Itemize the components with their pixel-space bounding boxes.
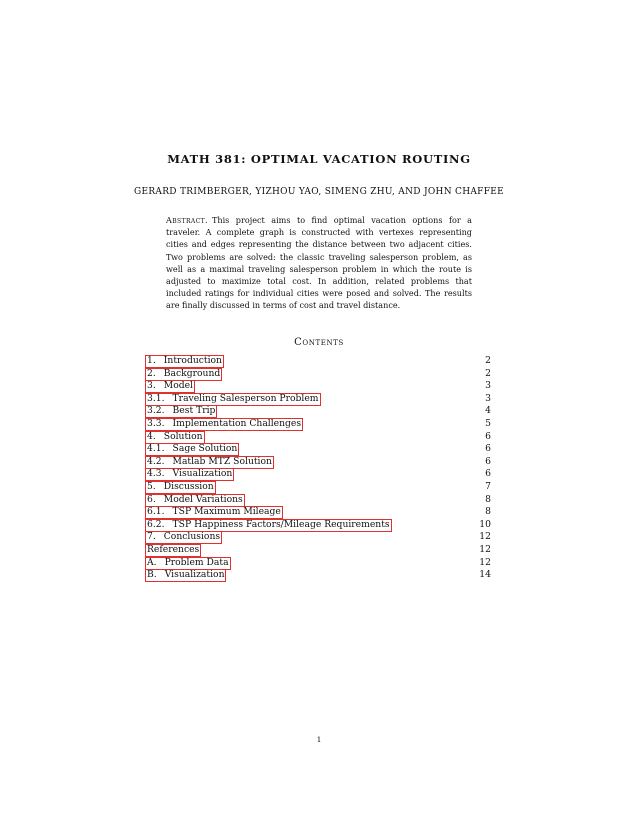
toc-entry (145, 557, 491, 570)
toc-page-number: 5 (485, 417, 491, 429)
toc-entry (145, 544, 491, 557)
toc-section-title: Matlab MTZ Solution (172, 455, 272, 467)
toc-section-number: 6.2. (147, 518, 165, 530)
toc-section-number: 3. (147, 380, 156, 392)
toc-entry (145, 368, 491, 381)
toc-section-title: Introduction (163, 355, 222, 366)
toc-section-number: 1. (147, 355, 156, 366)
toc-page-number: 6 (485, 443, 491, 455)
toc-link[interactable] (145, 380, 195, 393)
toc-entry (145, 519, 491, 532)
toc-section-number: 7. (147, 531, 156, 543)
toc-section-number: 4.3. (147, 468, 165, 480)
toc-page-number: 4 (485, 405, 491, 417)
abstract-label: Abstract. (166, 215, 208, 225)
toc-page-number: 3 (485, 380, 491, 392)
toc-section-title: Visualization (172, 468, 233, 480)
toc-page-number: 7 (485, 480, 491, 492)
toc-section-number: 5. (147, 480, 156, 492)
toc-section-number: 6. (147, 493, 156, 505)
toc-section-title: Model (163, 380, 193, 392)
toc-page-number: 14 (479, 569, 491, 581)
toc-link[interactable] (145, 557, 231, 570)
toc-section-title: Discussion (163, 480, 214, 492)
toc-link[interactable] (145, 393, 321, 406)
toc-section-number: 4. (147, 430, 156, 442)
toc-entry (145, 443, 491, 456)
abstract (166, 214, 472, 312)
paper-title: MATH 381: OPTIMAL VACATION ROUTING (167, 152, 471, 166)
toc-entry (145, 506, 491, 519)
toc-section-title: TSP Maximum Mileage (172, 506, 281, 518)
toc-section-title: TSP Happiness Factors/Mileage Requirements (172, 518, 390, 530)
toc-section-title: Conclusions (163, 531, 221, 543)
toc-link[interactable] (145, 456, 274, 469)
toc-page-number: 6 (485, 455, 491, 467)
toc-entry (145, 569, 491, 582)
toc-link[interactable] (145, 494, 245, 507)
toc-link[interactable] (145, 481, 216, 494)
toc-entry (145, 468, 491, 481)
toc-link[interactable] (145, 519, 392, 532)
toc-section-title: Background (163, 367, 221, 379)
table-of-contents (145, 355, 491, 582)
page-number: 1 (316, 735, 322, 744)
toc-section-title: References (147, 543, 200, 555)
toc-page-number: 6 (485, 430, 491, 442)
contents-heading: Contents (294, 337, 344, 348)
toc-page-number: 2 (485, 367, 491, 379)
toc-section-number: 2. (147, 367, 156, 379)
toc-section-title: Best Trip (172, 405, 216, 417)
toc-page-number: 8 (485, 506, 491, 518)
toc-section-title: Sage Solution (172, 443, 238, 455)
toc-link[interactable] (145, 431, 205, 444)
toc-link[interactable] (145, 569, 226, 582)
toc-entry (145, 393, 491, 406)
toc-entry (145, 481, 491, 494)
toc-link[interactable] (145, 506, 283, 519)
toc-link[interactable] (145, 355, 224, 368)
toc-section-title: Problem Data (164, 556, 229, 568)
toc-section-number: 4.1. (147, 443, 165, 455)
toc-section-title: Traveling Salesperson Problem (172, 392, 319, 404)
toc-page-number: 8 (485, 493, 491, 505)
toc-entry (145, 494, 491, 507)
toc-entry (145, 380, 491, 393)
toc-entry (145, 531, 491, 544)
author-list: GERARD TRIMBERGER, YIZHOU YAO, SIMENG ZHU, AND JOHN CHAFFEE (134, 187, 504, 197)
toc-page-number: 10 (479, 518, 491, 530)
toc-entry (145, 431, 491, 444)
toc-entry (145, 405, 491, 418)
toc-link[interactable] (145, 418, 303, 431)
toc-link[interactable] (145, 531, 222, 544)
toc-page-number: 12 (479, 543, 491, 555)
toc-page-number: 6 (485, 468, 491, 480)
toc-section-title: Model Variations (163, 493, 243, 505)
toc-section-number: B. (147, 569, 157, 581)
toc-section-number: 3.3. (147, 417, 165, 429)
toc-entry (145, 418, 491, 431)
toc-section-number: 6.1. (147, 506, 165, 518)
toc-link[interactable] (145, 405, 217, 418)
toc-page-number: 12 (479, 531, 491, 543)
toc-entry (145, 456, 491, 469)
toc-section-number: 4.2. (147, 455, 165, 467)
toc-entry (145, 355, 491, 368)
toc-section-number: 3.1. (147, 392, 165, 404)
toc-page-number: 3 (485, 392, 491, 404)
toc-link[interactable] (145, 443, 239, 456)
toc-section-title: Visualization (164, 569, 225, 581)
toc-section-number: A. (147, 556, 157, 568)
toc-section-title: Solution (163, 430, 203, 442)
toc-section-number: 3.2. (147, 405, 165, 417)
toc-link[interactable] (145, 368, 222, 381)
toc-section-title: Implementation Challenges (172, 417, 302, 429)
toc-link[interactable] (145, 544, 201, 557)
toc-page-number: 12 (479, 556, 491, 568)
toc-link[interactable] (145, 468, 234, 481)
abstract-text: This project aims to find optimal vacation options for a traveler. A complete graph is constructed with vertexes representing cities and edges representing the distance between two adjacent cities. Two problems are solved: the classic traveling salesperson problem, as well as a maximal traveling salesperson problem in which the route is adjusted to maximize total cost. In addition, related problems that included ratings for individual cities were posed and solved. The results are finally discussed in terms of cost and travel distance. (166, 215, 472, 311)
toc-page-number: 2 (485, 355, 491, 366)
